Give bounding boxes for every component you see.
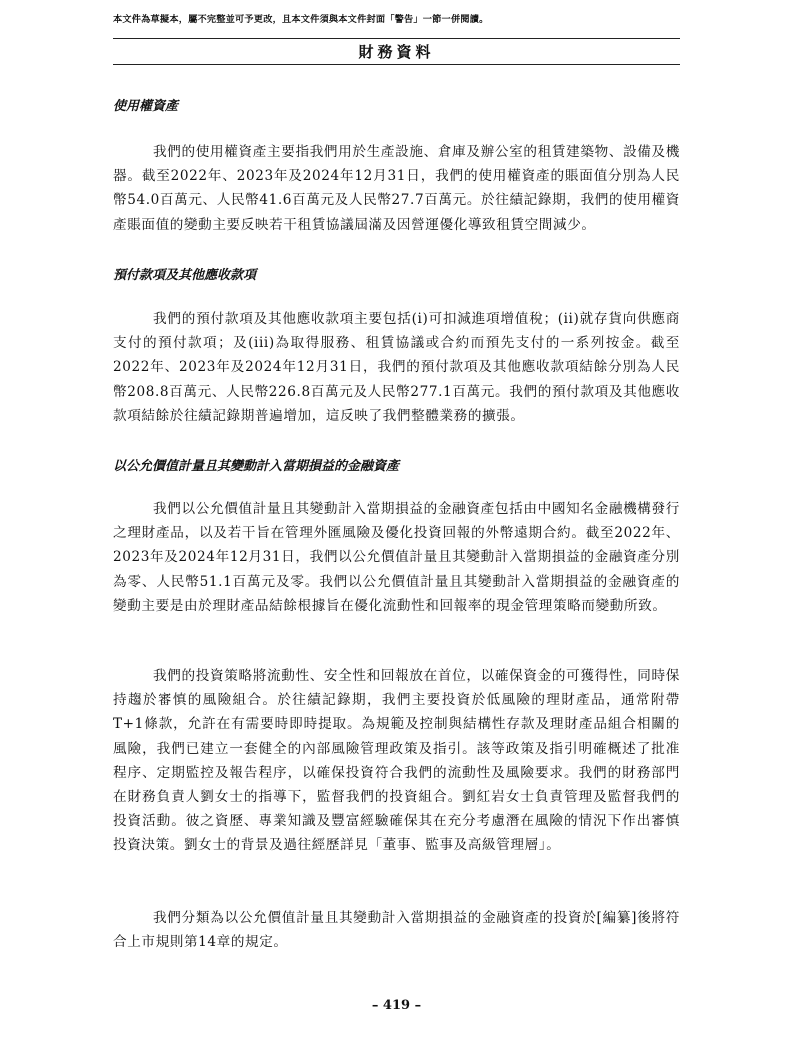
header-rule-top — [113, 38, 680, 39]
heading-right-of-use-assets: 使用權資產 — [113, 99, 179, 114]
paragraph-listing-rules: 我們分類為以公允價值計量且其變動計入當期損益的金融資產的投資於[編纂]後將符合上市規則第14章的規定。 — [113, 910, 680, 951]
paragraph-fvtpl-assets: 我們以公允價值計量且其變動計入當期損益的金融資產包括由中國知名金融機構發行之理財產品，以及若干旨在管理外匯風險及優化投資回報的外幣遠期合約。截至2022年、2023年及2024年12月31日，我們以公允價值計量且其變動計入當期損益的金融資產分別為零、人民幣51.1百萬元及零。我們以公允價值計量且其變動計入當期損益的金融資產的變動主要是由於理財產品結餘根據旨在優化流動性和回報率的現金管理策略而變動所致。 — [113, 501, 680, 614]
header-rule-bottom — [113, 64, 680, 65]
page-number: – 419 – — [371, 998, 422, 1013]
paragraph-prepayments: 我們的預付款項及其他應收款項主要包括(i)可扣減進項增值稅；(ii)就存貨向供應商支付的預付款項；及(iii)為取得服務、租賃協議或合約而預先支付的一系列按金。截至2022年、2023年及2024年12月31日，我們的預付款項及其他應收款項結餘分別為人民幣208.8百萬元、人民幣226.8百萬元及人民幣277.1百萬元。我們的預付款項及其他應收款項結餘於往績記錄期普遍增加，這反映了我們整體業務的擴張。 — [113, 311, 680, 424]
heading-fvtpl-assets: 以公允價值計量且其變動計入當期損益的金融資產 — [113, 459, 400, 474]
paragraph-investment-strategy: 我們的投資策略將流動性、安全性和回報放在首位，以確保資金的可獲得性，同時保持趨於審慎的風險組合。於往績記錄期，我們主要投資於低風險的理財產品，通常附帶T+1條款，允許在有需要時即時提取。為規範及控制與結構性存款及理財產品組合相關的風險，我們已建立一套健全的內部風險管理政策及指引。該等政策及指引明確概述了批准程序、定期監控及報告程序，以確保投資符合我們的流動性及風險要求。我們的財務部門在財務負責人劉女士的指導下，監督我們的投資組合。劉紅岩女士負責管理及監督我們的投資活動。彼之資歷、專業知識及豐富經驗確保其在充分考慮潛在風險的情況下作出審慎投資決策。劉女士的背景及過往經歷詳見「董事、監事及高級管理層」。 — [113, 668, 680, 854]
paragraph-right-of-use-assets: 我們的使用權資產主要指我們用於生產設施、倉庫及辦公室的租賃建築物、設備及機器。截至2022年、2023年及2024年12月31日，我們的使用權資產的賬面值分別為人民幣54.0百萬元、人民幣41.6百萬元及人民幣27.7百萬元。於往績記錄期，我們的使用權資產賬面值的變動主要反映若干租賃協議屆滿及因營運優化導致租賃空間減少。 — [113, 144, 680, 233]
section-title: 財務資料 — [358, 43, 435, 61]
header-note: 本文件為草擬本，屬不完整並可予更改，且本文件須與本文件封面「警告」一節一併閱讀。 — [113, 14, 489, 25]
heading-prepayments: 預付款項及其他應收款項 — [113, 268, 257, 283]
